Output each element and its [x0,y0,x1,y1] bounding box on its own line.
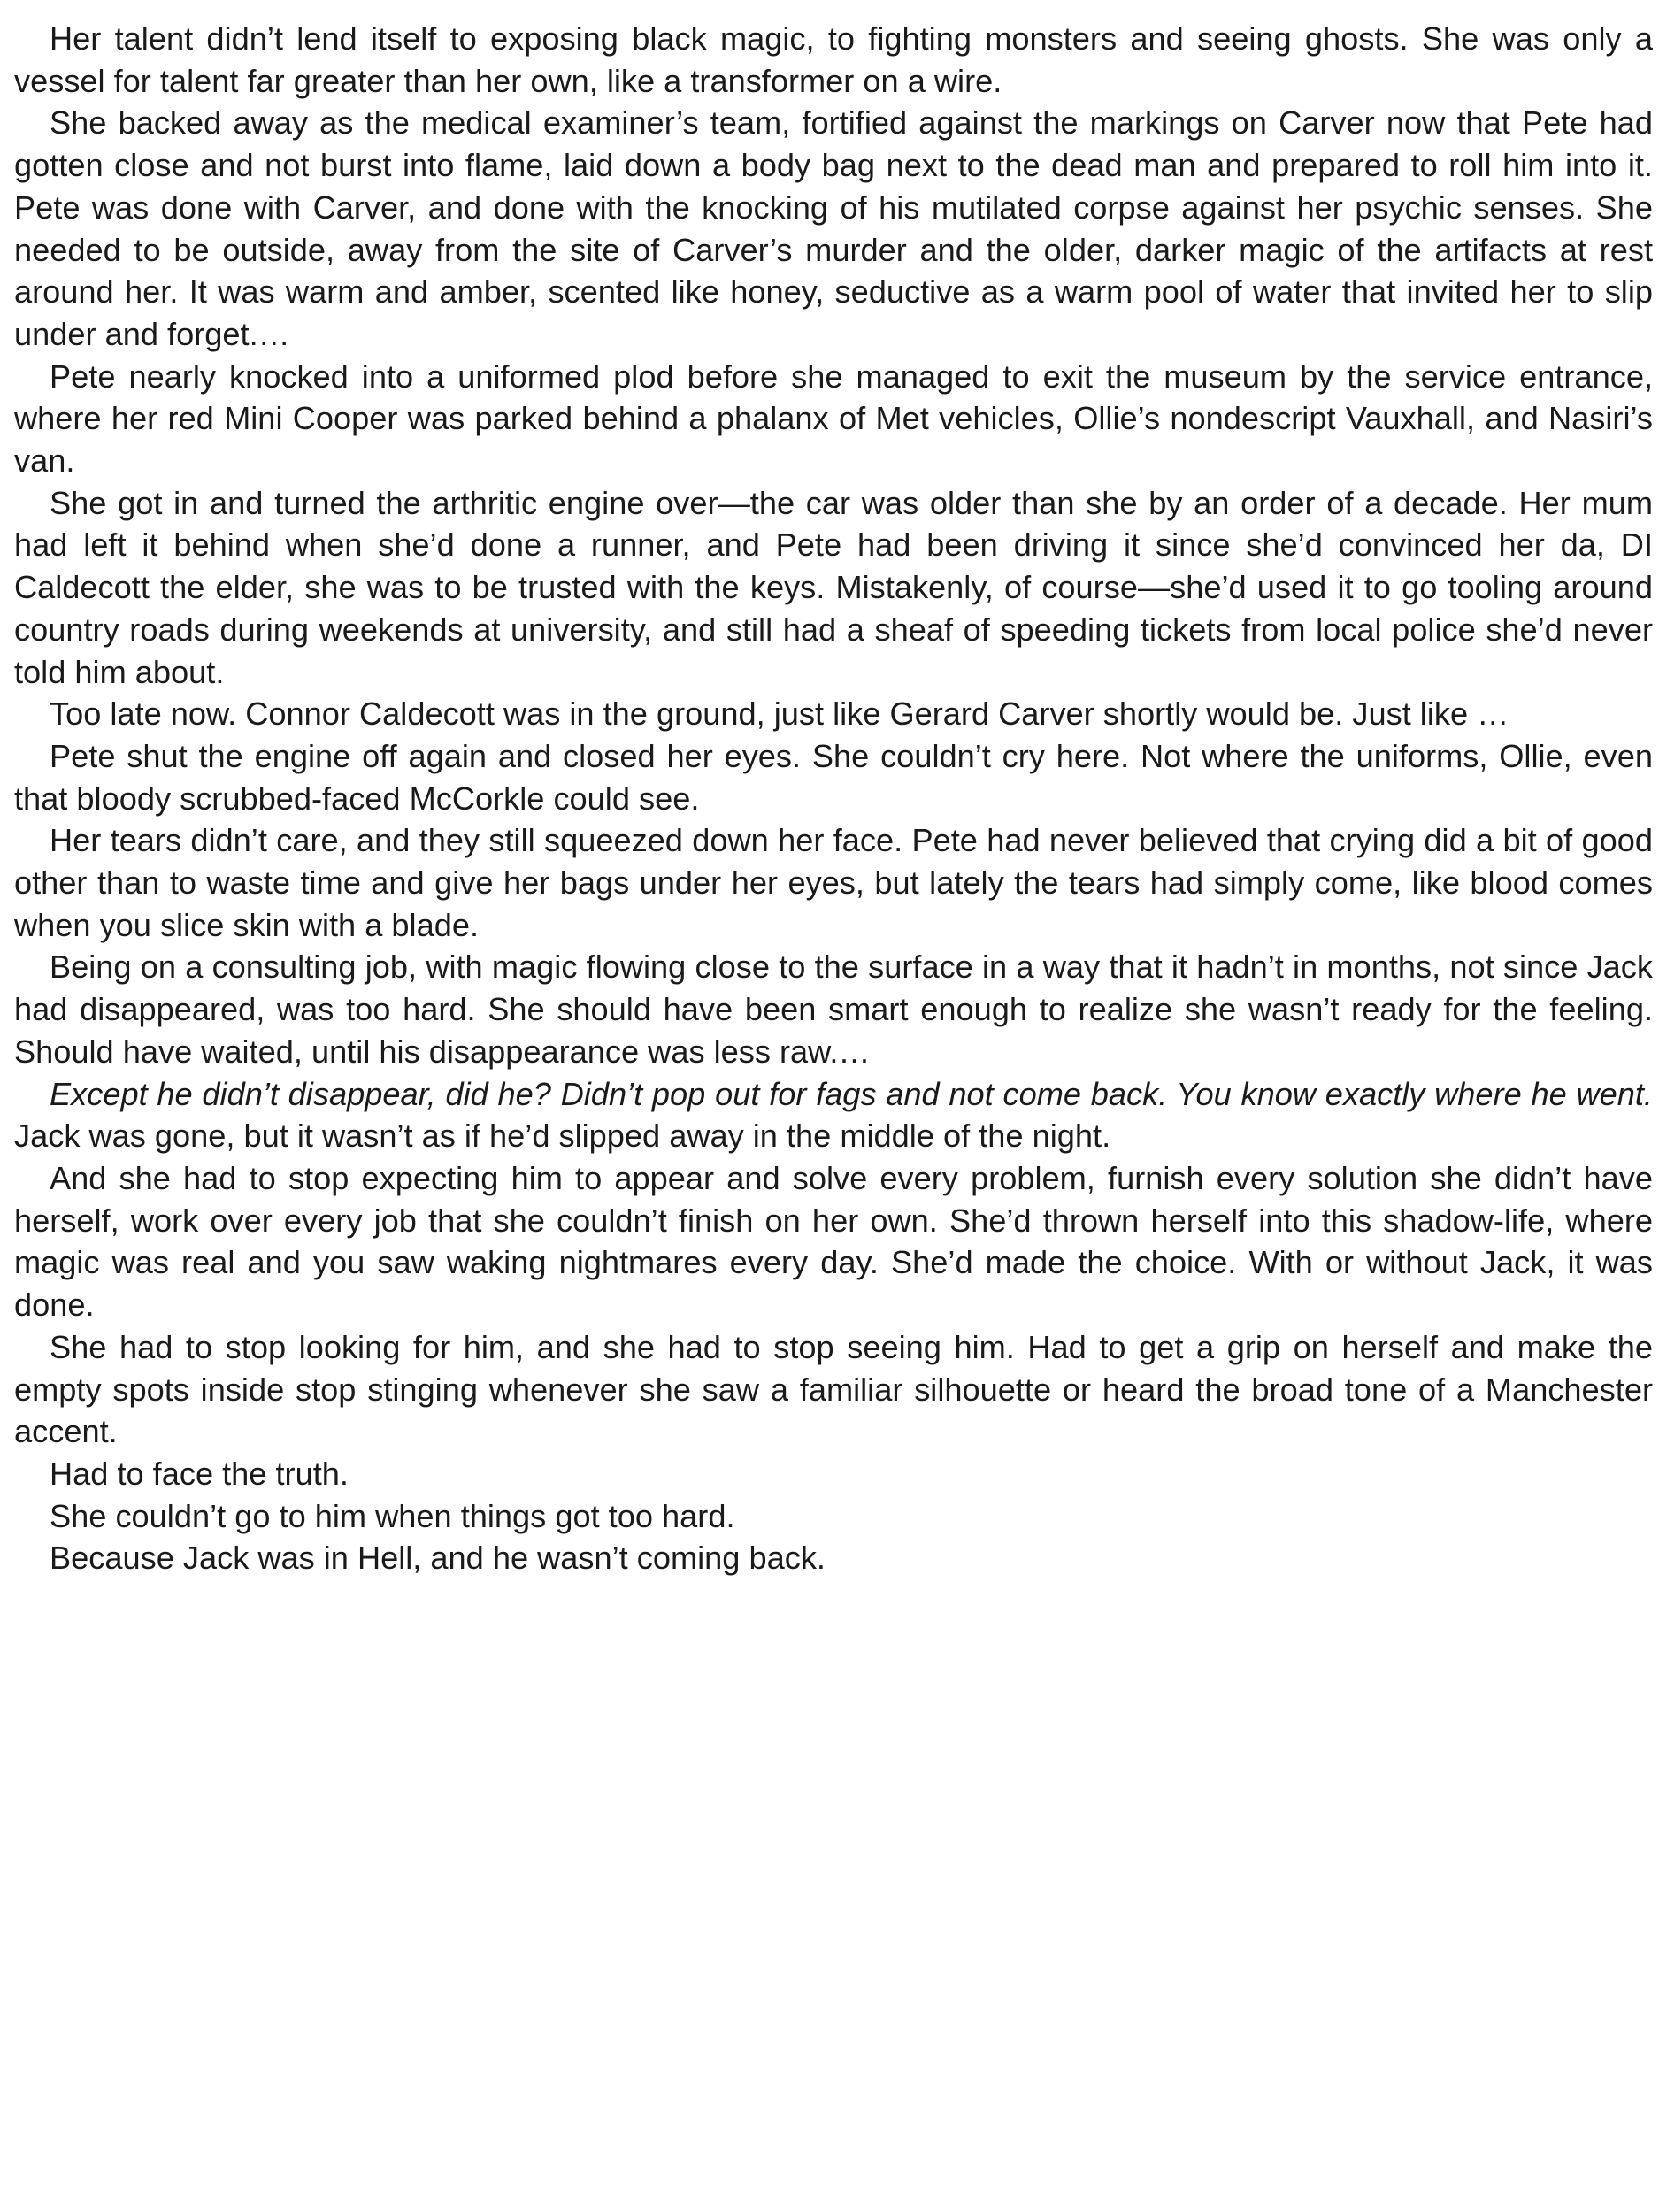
paragraph-11 [14,1326,1653,1453]
paragraph-8 [14,946,1653,1072]
paragraph-2 [14,102,1653,355]
paragraph-14 [14,1537,1653,1579]
paragraph-2-text: She backed away as the medical examiner’s team, fortified against the markings on Carver now that Pete had gotten close and not burst into flame, laid down a body bag next to the dead man and prepared to roll him into it. Pete was done with Carver, and done with the knocking of his mutilated corpse against her psychic senses. She needed to be outside, away from the site of Carver’s murder and the older, darker magic of the artifacts at rest around her. It was warm and amber, scented like honey, seductive as a warm pool of water that invited her to slip under and forget.… [14,104,1653,352]
paragraph-13 [14,1495,1653,1538]
paragraph-6 [14,735,1653,819]
paragraph-14-text: Because Jack was in Hell, and he wasn’t coming back. [50,1540,826,1577]
paragraph-3 [14,356,1653,482]
paragraph-4 [14,482,1653,694]
paragraph-9 [14,1073,1653,1157]
paragraph-11-text: She had to stop looking for him, and she had to stop seeing him. Had to get a grip on herself and make the empty spots inside stop stinging whenever she saw a familiar silhouette or heard the broad tone of a Manchester accent. [14,1328,1653,1450]
paragraph-10-text: And she had to stop expecting him to appear and solve every problem, furnish every solution she didn’t have herself, work over every job that she couldn’t finish on her own. She’d thrown herself into this shadow-life, where magic was real and you saw waking nightmares every day. She’d made the choice. With or without Jack, it was done. [14,1159,1653,1324]
paragraph-12 [14,1453,1653,1495]
paragraph-5 [14,693,1653,735]
paragraph-4-text: She got in and turned the arthritic engine over—the car was older than she by an order of a decade. Her mum had left it behind when she’d done a runner, and Pete had been driving it since she’d convinced her da, DI Caldecott the elder, she was to be trusted with the keys. Mistakenly, of course—she’d used it to go tooling around country roads during weekends at university, and still had a sheaf of speeding tickets from local police she’d never told him about. [14,484,1653,690]
paragraph-3-text: Pete nearly knocked into a uniformed plod before she managed to exit the museum by the service entrance, where her red Mini Cooper was parked behind a phalanx of Met vehicles, Ollie’s nondescript Vauxhall, and Nasiri’s van. [14,357,1653,480]
paragraph-12-text: Had to face the truth. [50,1455,349,1492]
paragraph-10 [14,1157,1653,1326]
paragraph-13-text: She couldn’t go to him when things got too hard. [50,1497,735,1534]
paragraph-1 [14,18,1653,102]
paragraph-7-text: Her tears didn’t care, and they still squeezed down her face. Pete had never believed that crying did a bit of good other than to waste time and give her bags under her eyes, but lately the tears had simply come, like blood comes when you slice skin with a blade. [14,822,1653,943]
paragraph-9-text: Jack was gone, but it wasn’t as if he’d slipped away in the middle of the night. [14,1118,1111,1155]
paragraph-7 [14,819,1653,946]
paragraph-8-text: Being on a consulting job, with magic flowing close to the surface in a way that it hadn’t in months, not since Jack had disappeared, was too hard. She should have been smart enough to realize she wasn’t ready for the feeling. Should have waited, until his disappearance was less raw.… [14,949,1653,1070]
book-page [14,18,1653,1579]
paragraph-5-text: Too late now. Connor Caldecott was in the ground, just like Gerard Carver shortly would be. Just like … [50,695,1509,733]
paragraph-6-text: Pete shut the engine off again and closed her eyes. She couldn’t cry here. Not where the uniforms, Ollie, even that bloody scrubbed-faced McCorkle could see. [14,737,1653,817]
paragraph-1-text: Her talent didn’t lend itself to exposing black magic, to fighting monsters and seeing ghosts. She was only a vessel for talent far greater than her own, like a transformer on a wire. [14,20,1653,99]
paragraph-9-italic-text: Except he didn’t disappear, did he? Didn’t pop out for fags and not come back. You know exactly where he went. [50,1075,1653,1112]
